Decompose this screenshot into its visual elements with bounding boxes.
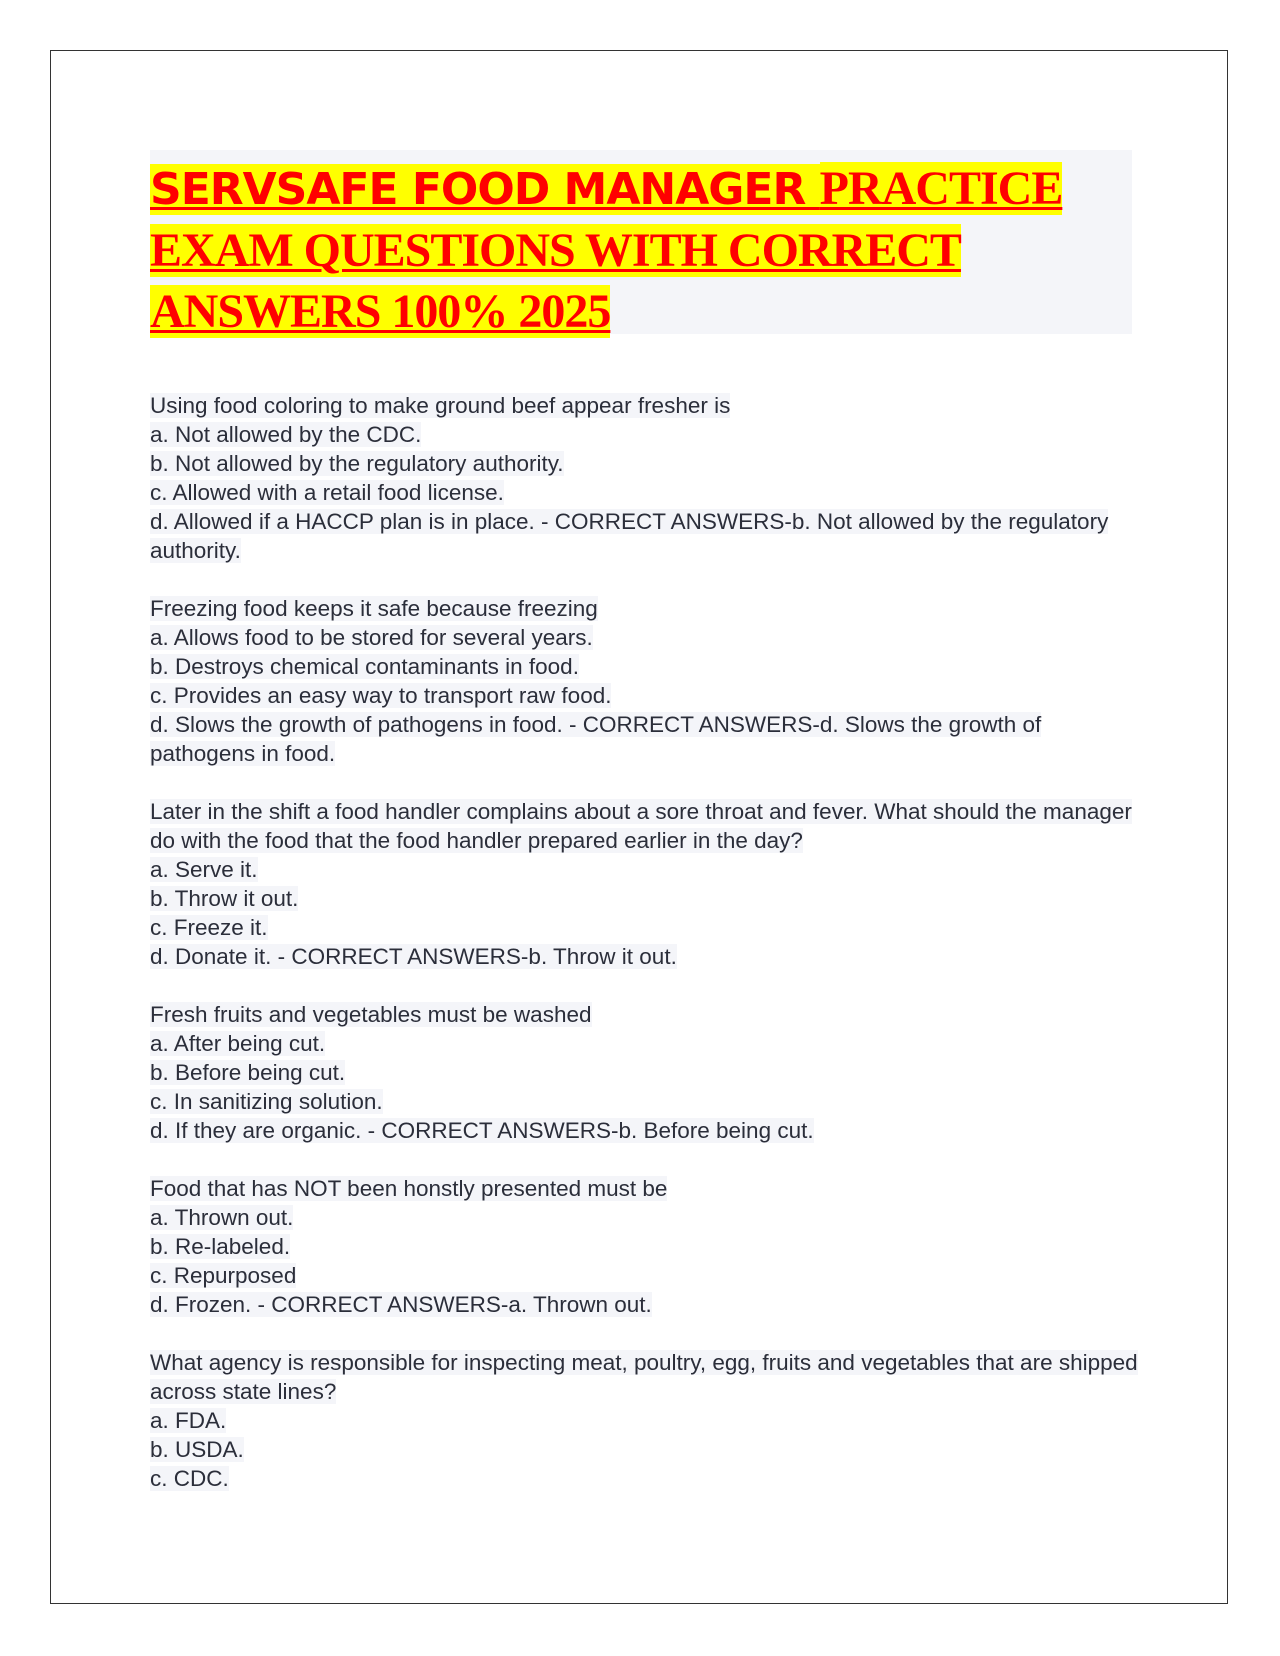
question-3 [150,797,1140,971]
answer-option: a. Thrown out. [150,1205,294,1230]
answer-option-with-correct-answer: d. If they are organic. - CORRECT ANSWERS-b. Before being cut. [150,1118,814,1143]
answer-option-with-correct-answer: d. Slows the growth of pathogens in food. - CORRECT ANSWERS-d. Slows the growth of pathogens in food. [150,712,1042,766]
question-stem: Fresh fruits and vegetables must be washed [150,1002,592,1027]
answer-option: b. Not allowed by the regulatory authority. [150,451,564,476]
answer-option: c. Freeze it. [150,915,268,940]
answer-option: b. Re-labeled. [150,1234,291,1259]
title-part-1: SERVSAFE FOOD MANAGER [150,164,820,215]
answer-option: a. Allows food to be stored for several years. [150,625,593,650]
question-1 [150,391,1140,565]
question-stem: Using food coloring to make ground beef appear fresher is [150,393,731,418]
answer-option: b. Throw it out. [150,886,299,911]
question-4 [150,1000,1140,1145]
title-block [150,150,1132,338]
answer-option-with-correct-answer: d. Donate it. - CORRECT ANSWERS-b. Throw it out. [150,944,677,969]
question-5 [150,1174,1140,1319]
answer-option-with-correct-answer: d. Frozen. - CORRECT ANSWERS-a. Thrown out. [150,1292,652,1317]
answer-option: c. Allowed with a retail food license. [150,480,504,505]
question-stem: Freezing food keeps it safe because freezing [150,596,598,621]
answer-option: c. In sanitizing solution. [150,1089,383,1114]
answer-option: a. Not allowed by the CDC. [150,422,422,447]
question-stem: What agency is responsible for inspecting meat, poultry, egg, fruits and vegetables that are shipped across state lines? [150,1350,1138,1404]
question-list [150,391,1140,1522]
answer-option: b. USDA. [150,1437,244,1462]
answer-option: c. CDC. [150,1466,229,1491]
answer-option: a. FDA. [150,1408,227,1433]
question-stem: Later in the shift a food handler complains about a sore throat and fever. What should the manager do with the food that the food handler prepared earlier in the day? [150,799,1132,853]
answer-option: b. Destroys chemical contaminants in food. [150,654,579,679]
answer-option: a. Serve it. [150,857,258,882]
answer-option-with-correct-answer: d. Allowed if a HACCP plan is in place. - CORRECT ANSWERS-b. Not allowed by the regulatory authority. [150,509,1109,563]
question-2 [150,594,1140,768]
answer-option: c. Repurposed [150,1263,297,1288]
answer-option: c. Provides an easy way to transport raw food. [150,683,612,708]
question-6 [150,1348,1140,1493]
answer-option: a. After being cut. [150,1031,326,1056]
question-stem: Food that has NOT been honstly presented must be [150,1176,668,1201]
answer-option: b. Before being cut. [150,1060,346,1085]
title-part-2: PRACTICE EXAM QUESTIONS WITH CORRECT ANSWERS 100% 2025 [150,162,1063,338]
document-title [150,150,1132,342]
